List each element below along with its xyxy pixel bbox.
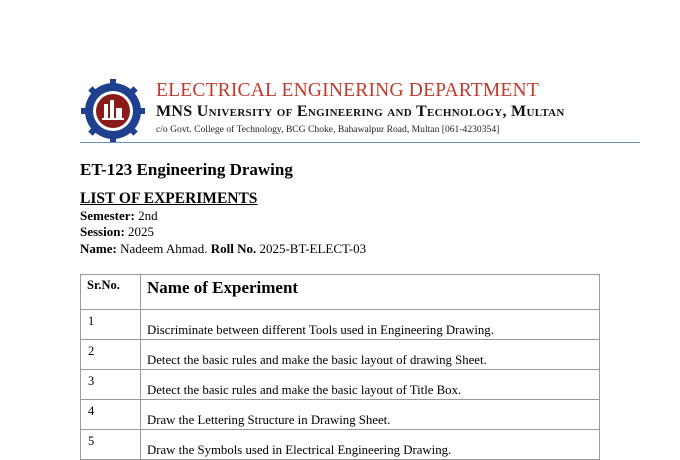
semester-label: Semester: xyxy=(80,208,135,223)
name-label: Name: xyxy=(80,241,117,256)
session-line xyxy=(80,224,154,240)
university-gear-emblem-icon xyxy=(80,78,146,144)
student-name: Nadeem Ahmad. xyxy=(120,241,208,256)
row-sr-no: 1 xyxy=(81,310,141,340)
row-experiment-name: Draw the Lettering Structure in Drawing Sheet. xyxy=(141,400,600,430)
row-experiment-name: Discriminate between different Tools used in Engineering Drawing. xyxy=(141,310,600,340)
student-line xyxy=(80,241,366,257)
semester-line xyxy=(80,208,158,224)
department-title: ELECTRICAL ENGINERING DEPARTMENT xyxy=(156,80,539,101)
table-row xyxy=(81,430,600,460)
course-title: ET-123 Engineering Drawing xyxy=(80,160,293,179)
table-row xyxy=(81,400,600,430)
university-address: c/o Govt. College of Technology, BCG Choke, Bahawalpur Road, Multan [061-4230354] xyxy=(156,124,500,135)
session-value: 2025 xyxy=(128,224,155,239)
experiments-table xyxy=(80,274,600,460)
session-label: Session: xyxy=(80,224,125,239)
row-experiment-name: Detect the basic rules and make the basic layout of Title Box. xyxy=(141,370,600,400)
header-experiment-name: Name of Experiment xyxy=(141,275,600,310)
row-sr-no: 4 xyxy=(81,400,141,430)
semester-value: 2nd xyxy=(138,208,158,223)
row-experiment-name: Draw the Symbols used in Electrical Engineering Drawing. xyxy=(141,430,600,460)
row-experiment-name: Detect the basic rules and make the basic layout of drawing Sheet. xyxy=(141,340,600,370)
letterhead-divider xyxy=(80,142,640,143)
roll-label: Roll No. xyxy=(210,241,257,256)
table-row xyxy=(81,370,600,400)
table-header-row xyxy=(81,275,600,310)
roll-number: 2025-BT-ELECT-03 xyxy=(259,241,367,256)
row-sr-no: 5 xyxy=(81,430,141,460)
table-row xyxy=(81,310,600,340)
table-row xyxy=(81,340,600,370)
university-name: MNS University of Engineering and Technology, Multan xyxy=(156,103,565,120)
row-sr-no: 3 xyxy=(81,370,141,400)
header-sr-no: Sr.No. xyxy=(81,275,141,310)
list-title: LIST OF EXPERIMENTS xyxy=(80,190,258,207)
row-sr-no: 2 xyxy=(81,340,141,370)
